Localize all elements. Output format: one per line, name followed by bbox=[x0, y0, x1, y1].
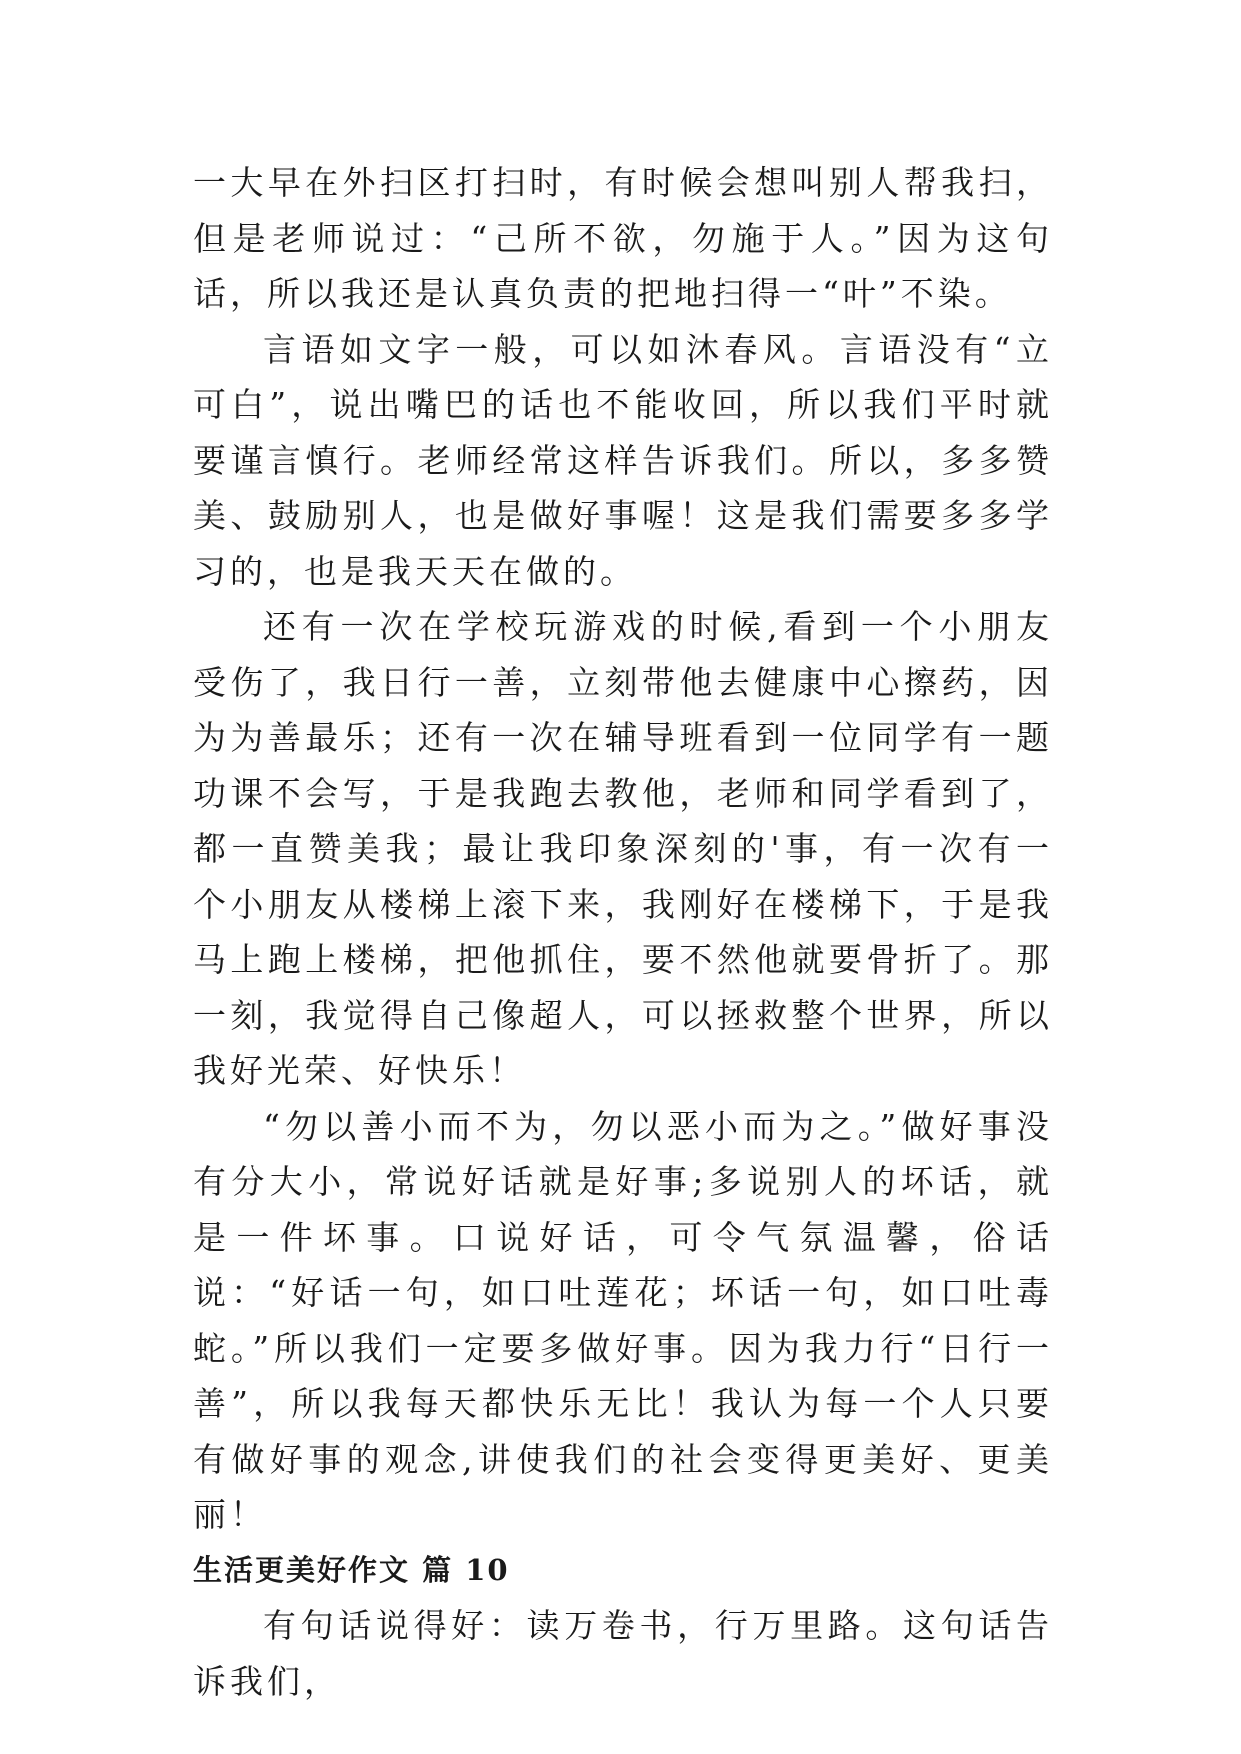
paragraph-5: 有句话说得好：读万卷书，行万里路。这句话告诉我们， bbox=[193, 1606, 1053, 1701]
paragraph-4: “勿以善小而不为，勿以恶小而为之。”做好事没有分大小，常说好话就是好事;多说别人的坏话，就是一件坏事。口说好话，可令气氛温馨，俗话说：“好话一句，如口吐莲花；坏话一句，如口吐毒蛇。”所以我们一定要多做好事。因为我力行“日行一善”，所以我每天都快乐无比！我认为每一个人只要有做好事的观念,讲使我们的社会变得更美好、更美丽！ bbox=[193, 1106, 1053, 1534]
paragraph-3: 还有一次在学校玩游戏的时候,看到一个小朋友受伤了，我日行一善，立刻带他去健康中心擦药，因为为善最乐；还有一次在辅导班看到一位同学有一题功课不会写，于是我跑去教他，老师和同学看到了，都一直赞美我；最让我印象深刻的'事，有一次有一个小朋友从楼梯上滚下来，我刚好在楼梯下，于是我马上跑上楼梯，把他抓住，要不然他就要骨折了。那一刻，我觉得自己像超人，可以拯救整个世界，所以我好光荣、好快乐！ bbox=[193, 607, 1053, 1090]
paragraph-2: 言语如文字一般，可以如沐春风。言语没有“立可白”，说出嘴巴的话也不能收回，所以我们平时就要谨言慎行。老师经常这样告诉我们。所以，多多赞美、鼓励别人，也是做好事喔！这是我们需要多多学习的，也是我天天在做的。 bbox=[193, 329, 1053, 591]
document-body bbox=[193, 155, 1053, 1709]
paragraph-1: 一大早在外扫区打扫时，有时候会想叫别人帮我扫，但是老师说过：“己所不欲，勿施于人。”因为这句话，所以我还是认真负责的把地扫得一“叶”不染。 bbox=[193, 163, 1053, 313]
section-heading: 生活更美好作文 篇 10 bbox=[193, 1552, 510, 1587]
